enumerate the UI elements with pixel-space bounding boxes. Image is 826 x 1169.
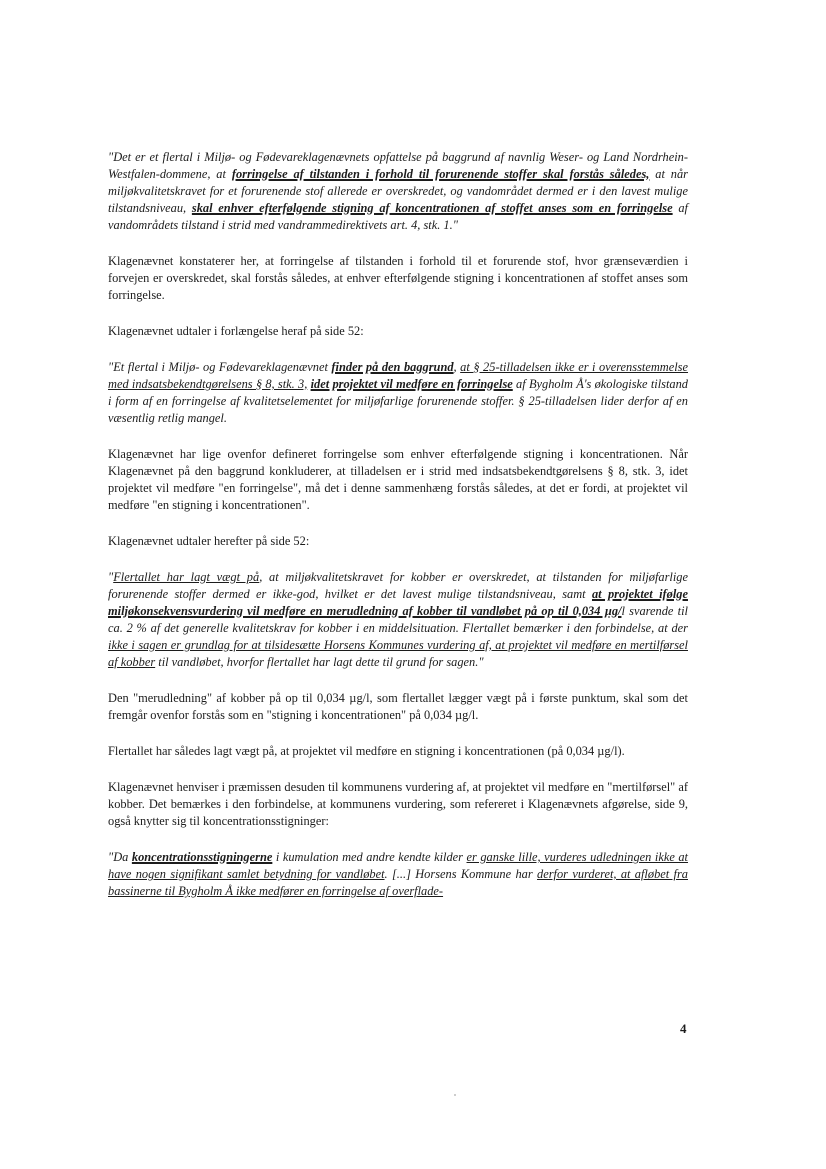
scan-speck [454, 1094, 456, 1096]
text-run: l svarende til ca. 2 % af det generelle kvalitetskrav for kobber i en middelsituation. Flertallet bemærker i den forbindelse, at der [108, 604, 688, 635]
emphasized-text: er ganske lille, vurderes udledningen ikke at have nogen signifikant samlet betydning for vandløbet [108, 850, 689, 881]
quote-koncentrationsstigningerne [108, 849, 688, 900]
emphasized-text: forringelse af tilstanden i forhold til forurenende stoffer skal forstås således, [231, 167, 650, 181]
page-body [108, 149, 688, 919]
text-run: " [108, 570, 114, 584]
text-run: , at miljøkvalitetskravet for kobber er overskredet, at tilstanden for miljøfarlige forurenende stoffer dermed er ikke-god, hvilket er det lavest mulige tilstandsniveau, samt [108, 570, 688, 601]
emphasized-text: at projektet ifølge miljøkonsekvensvurdering vil medføre en merudledning af kobber til vandløbet på op til 0,034 µg/ [108, 587, 688, 618]
quote-weser-dommene [108, 149, 688, 234]
paragraph-defineret-forringelse [108, 446, 688, 514]
paragraph-flertallet-saaledes [108, 743, 688, 760]
paragraph-henviser-kommunens-vurdering [108, 779, 688, 830]
text-run: "Da [108, 850, 132, 864]
text-run: i kumulation med andre kendte kilder [272, 850, 467, 864]
text-run: Klagenævnet har lige ovenfor defineret forringelse som enhver efterfølgende stigning i koncentrationen. Når Klagenævnet på den baggrund konkluderer, at tilladelsen er i strid med indsatsbekendtgørelsens § 8, stk. 3, idet projektet vil medføre "en forringelse", må det i denne sammenhæng forstås således, at det er fordi, at projektet vil medføre "en stigning i koncentrationen". [108, 447, 688, 512]
emphasized-text: skal enhver efterfølgende stigning af koncentrationen af stoffet anses som en forringelse [191, 201, 673, 215]
emphasized-text: koncentrationsstigningerne [131, 850, 273, 864]
paragraph-udtaler-herefter [108, 533, 688, 550]
paragraph-klagenaevnet-konstaterer [108, 253, 688, 304]
text-run: Klagenævnet henviser i præmissen desuden til kommunens vurdering af, at projektet vil medføre en "mertilførsel" af kobber. Det bemærkes i den forbindelse, at kommunens vurdering, som refereret i Klagenævnets afgørelse, side 9, også knytter sig til koncentrationsstigninger: [108, 780, 688, 828]
emphasized-text: finder på den baggrund [331, 360, 454, 374]
emphasized-text: Flertallet har lagt vægt på [113, 570, 260, 584]
emphasized-text: idet projektet vil medføre en forringelse [310, 377, 513, 391]
paragraph-merudledning [108, 690, 688, 724]
emphasized-text: derfor vurderet, at afløbet fra bassinerne til Bygholm Å ikke medfører en forringelse af overflade- [108, 867, 688, 898]
text-run: at når miljøkvalitetskravet for et forurenende stof allerede er overskredet, og vandområdet dermed er i den lavest mulige tilstandsniveau, [108, 167, 688, 215]
emphasized-text: at § 25-tilladelsen ikke er i overensstemmelse med indsatsbekendtgørelsens § 8, stk. 3, [108, 360, 689, 391]
quote-flertal-finder [108, 359, 688, 427]
text-run: . [...] Horsens Kommune har [384, 867, 538, 881]
text-run: Klagenævnet udtaler i forlængelse heraf på side 52: [108, 324, 364, 338]
page-number: 4 [680, 1021, 687, 1036]
quote-flertallet-lagt-vaegt [108, 569, 688, 671]
text-run: Flertallet har således lagt vægt på, at projektet vil medføre en stigning i koncentrationen (på 0,034 µg/l). [108, 744, 625, 758]
text-run: "Et flertal i Miljø- og Fødevareklagenævnet [108, 360, 332, 374]
paragraph-udtaler-side-52 [108, 323, 688, 340]
text-run: til vandløbet, hvorfor flertallet har lagt dette til grund for sagen." [155, 655, 484, 669]
text-run: Klagenævnet konstaterer her, at forringelse af tilstanden i forhold til et forurende stof, hvor grænseværdien i forvejen er overskredet, skal forstås således, at enhver efterfølgende stigning i koncentrationen af stoffet anses som forringelse. [108, 254, 688, 302]
text-run: Den "merudledning" af kobber på op til 0,034 µg/l, som flertallet lægger vægt på i første punktum, skal som det fremgår ovenfor forstås som en "stigning i koncentrationen" på 0,034 µg/l. [108, 691, 688, 722]
text-run: , [453, 360, 461, 374]
emphasized-text: ikke i sagen er grundlag for at tilsidesætte Horsens Kommunes vurdering af, at projektet vil medføre en mertilførsel af kobber [108, 638, 688, 669]
text-run: "Det er et flertal i Miljø- og Fødevareklagenævnets opfattelse på baggrund af navnlig Weser- og Land Nordrhein-Westfalen-dommene, at [108, 150, 688, 181]
text-run: Klagenævnet udtaler herefter på side 52: [108, 534, 310, 548]
text-run: af Bygholm Å's økologiske tilstand i form af en forringelse af kvalitetselementet for miljøfarlige forurenende stoffer. § 25-tilladelsen lider derfor af en væsentlig retlig mangel. [108, 377, 688, 425]
text-run: af vandområdets tilstand i strid med vandrammedirektivets art. 4, stk. 1." [108, 201, 688, 232]
